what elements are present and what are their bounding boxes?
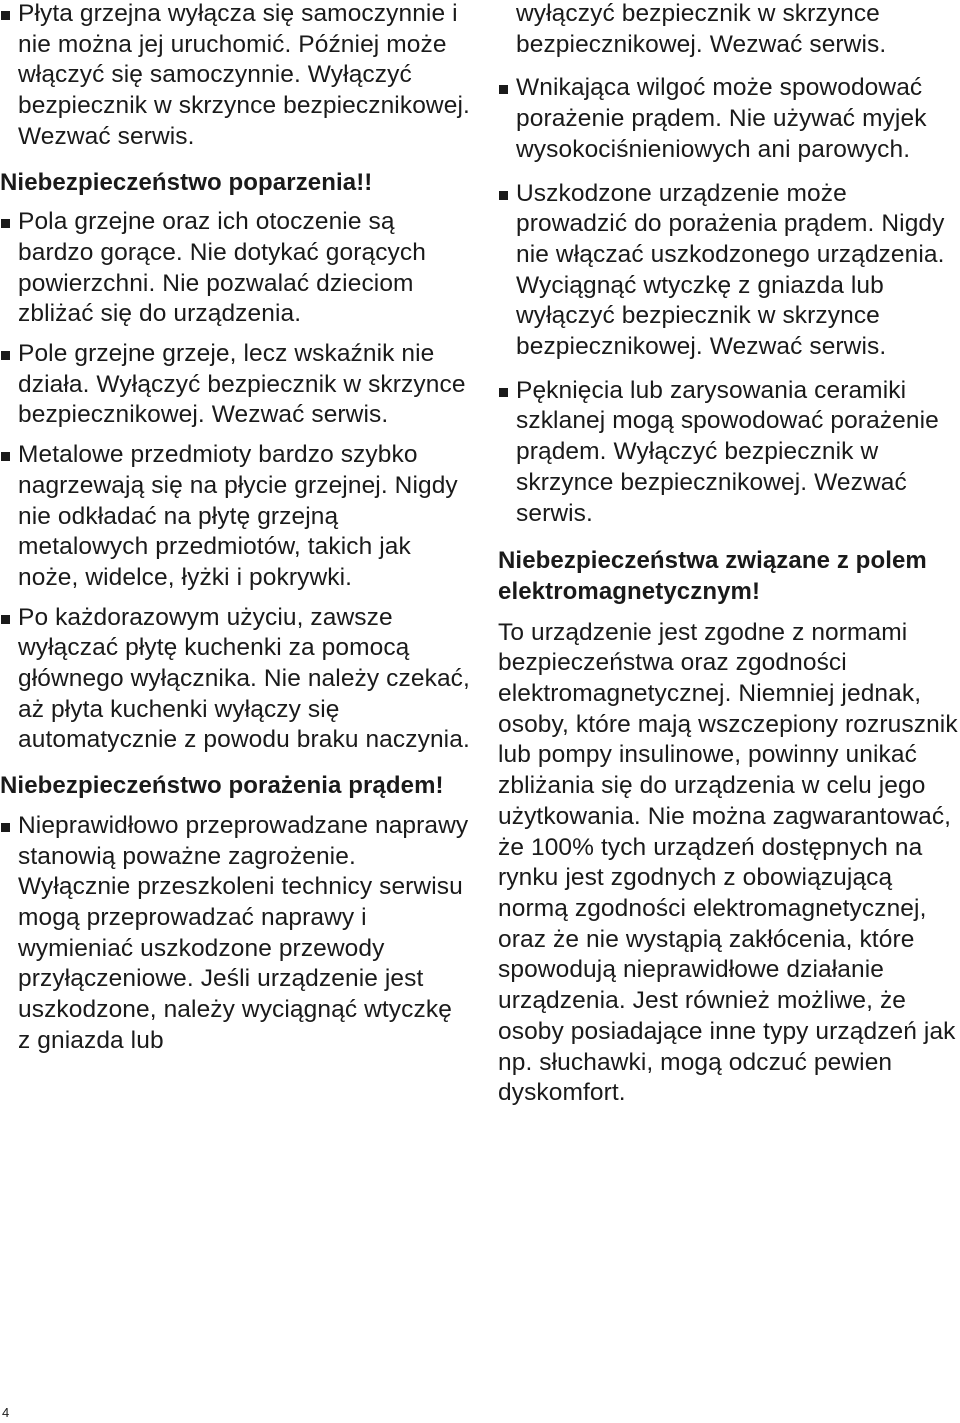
bullet-item-indicator-failure (0, 339, 470, 431)
heading-burn-hazard: Niebezpieczeństwo poparzenia!! (0, 168, 373, 196)
bullet-item-main-switch (0, 603, 470, 757)
bullet-text: Pole grzejne grzeje, lecz wskaźnik nie działa. Wyłączyć bezpiecznik w skrzynce bezpiecznikowej. Wezwać serwis. (18, 340, 466, 429)
heading-electric-shock-hazard: Niebezpieczeństwo porażenia prądem! (0, 772, 444, 800)
bullet-item-hob-auto-off (0, 0, 470, 153)
bullet-item-hot-surfaces (0, 207, 470, 330)
electromagnetic-paragraph: To urządzenie jest zgodne z normami bezpieczeństwa oraz zgodności elektromagnetycznej. Niemniej jednak, osoby, które mają wszczepiony rozrusznik lub pompy insulinowe, powinny unikać zbliżania się do urządzenia w celu jego użytkowania. Nie można zagwarantować, że 100% tych urządzeń dostępnych na rynku jest zgodnych z obowiązującą normą zgodności elektromagnetycznej, oraz że nie wystąpią zakłócenia, które spowodują nieprawidłowe działanie urządzenia. Jest również możliwe, że osoby posiadające inne typy urządzeń jak np. słuchawki, mogą odczuć pewien dyskomfort. (498, 618, 958, 1107)
bullet-text: Po każdorazowym użyciu, zawsze wyłączać płytę kuchenki za pomocą głównego wyłącznika. Nie należy czekać, aż płyta kuchenki wyłączy się automatycznie z powodu braku naczynia. (18, 603, 470, 754)
bullet-square-icon (499, 85, 508, 94)
bullet-item-improper-repairs (0, 811, 470, 1057)
bullet-text: Uszkodzone urządzenie może prowadzić do porażenia prądem. Nigdy nie włączać uszkodzonego urządzenia. Wyciągnąć wtyczkę z gniazda lub wyłączyć bezpiecznik w skrzynce bezpiecznikowej. Wezwać serwis. (516, 179, 945, 361)
left-column (0, 0, 470, 1057)
bullet-square-icon (1, 823, 10, 832)
heading-electromagnetic-hazard: Niebezpieczeństwa związane z polem elektromagnetycznym! (498, 547, 927, 605)
bullet-text: Pęknięcia lub zarysowania ceramiki szklanej mogą spowodować porażenie prądem. Wyłączyć bezpiecznik w skrzynce bezpiecznikowej. Wezwać serwis. (516, 376, 939, 527)
bullet-square-icon (499, 388, 508, 397)
bullet-text: Metalowe przedmioty bardzo szybko nagrzewają się na płycie grzejnej. Nigdy nie odkładać na płytę grzejną metalowych przedmiotów, takich jak noże, widelce, łyżki i pokrywki. (18, 441, 458, 591)
bullet-square-icon (1, 351, 10, 360)
bullet-text: Nieprawidłowo przeprowadzane naprawy stanowią poważne zagrożenie. Wyłącznie przeszkoleni technicy serwisu mogą przeprowadzać naprawy i wymieniać uszkodzone przewody przyłączeniowe. Jeśli urządzenie jest uszkodzone, należy wyciągnąć wtyczkę z gniazda lub (18, 811, 469, 1054)
bullet-square-icon (1, 615, 10, 624)
bullet-text: Pola grzejne oraz ich otoczenie są bardzo gorące. Nie dotykać gorących powierzchni. Nie pozwalać dzieciom zbliżać się do urządzenia. (18, 208, 426, 328)
bullet-square-icon (1, 219, 10, 228)
bullet-square-icon (1, 11, 10, 20)
bullet-item-moisture (498, 73, 960, 165)
bullet-square-icon (1, 452, 10, 461)
right-column (498, 0, 960, 1109)
bullet-item-metal-objects (0, 440, 470, 594)
bullet-item-damaged-appliance (498, 179, 960, 363)
bullet-item-cracked-glass (498, 376, 960, 530)
bullet-text: Wnikająca wilgoć może spowodować porażenie prądem. Nie używać myjek wysokociśnieniowych ani parowych. (516, 74, 927, 163)
page-number: 4 (2, 1405, 10, 1420)
bullet-square-icon (499, 191, 508, 200)
bullet-continuation-text: wyłączyć bezpiecznik w skrzynce bezpiecznikowej. Wezwać serwis. (516, 0, 887, 58)
bullet-text: Płyta grzejna wyłącza się samoczynnie i nie można jej uruchomić. Później może włączyć się samoczynnie. Wyłączyć bezpiecznik w skrzynce bezpiecznikowej. Wezwać serwis. (18, 0, 470, 150)
